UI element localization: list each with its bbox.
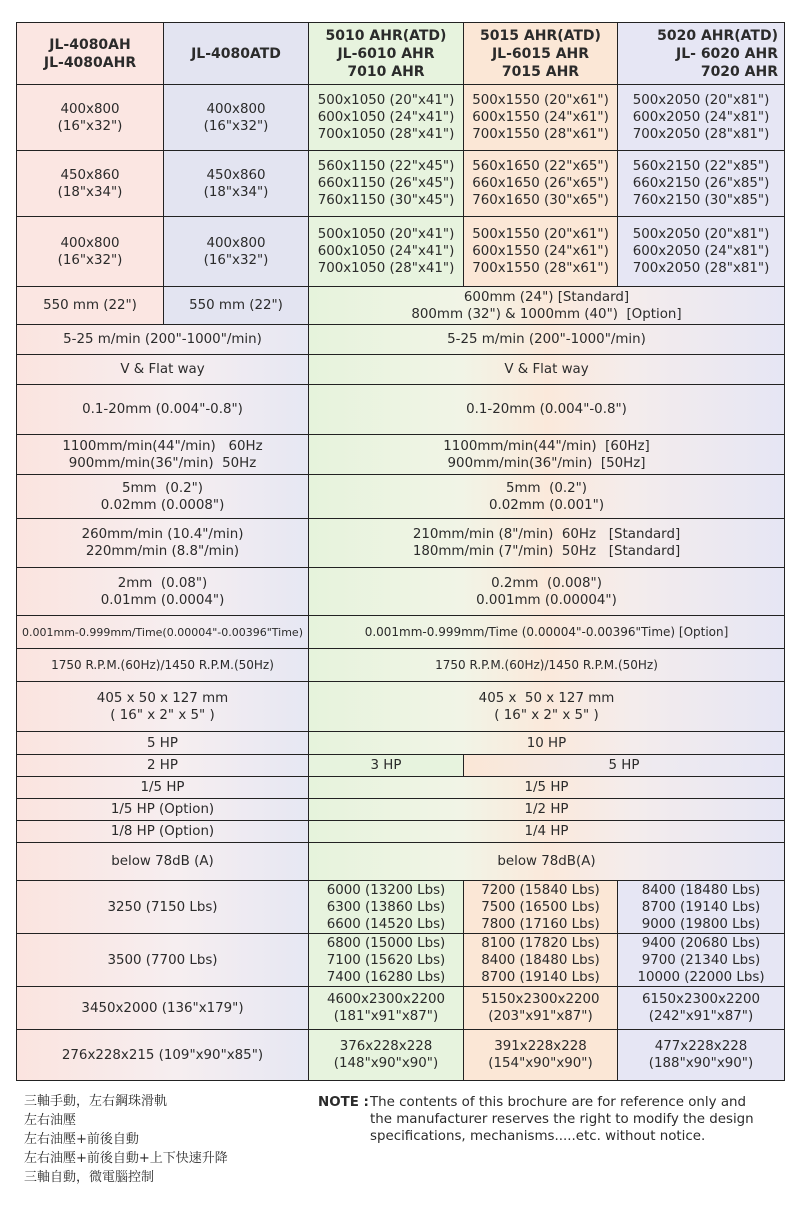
vertical_speed-big-line: 180mm/min (7"/min) 50Hz [Standard]: [412, 544, 681, 559]
handwheel_vertical-small: [16, 567, 309, 616]
hydraulic-motor-m10: [308, 754, 464, 777]
weight_b-m10-line: 7100 (15620 Lbs): [326, 952, 446, 968]
header-model-atd-line: JL-4080ATD: [191, 45, 281, 62]
max_ground-m20-line: 760x2150 (30"x85"): [632, 193, 770, 208]
header-model-5020-line: 5020 AHR(ATD): [657, 27, 778, 44]
table_speed-big-line: 5-25 m/min (200"-1000"/min): [447, 332, 646, 347]
floor_space-m20: [617, 986, 785, 1030]
table_a-m10-line: 700x1050 (28"x41"): [317, 127, 455, 142]
weight_b-m10-line: 6800 (15000 Lbs): [326, 935, 446, 951]
lube_motor-big-line: 1/4 HP: [524, 824, 569, 839]
spindle_speed-small-line: 1750 R.P.M.(60Hz)/1450 R.P.M.(50Hz): [51, 657, 274, 672]
height-atd-line: 550 mm (22"): [189, 298, 283, 313]
cross_feed-small-line: 0.1-20mm (0.004"-0.8"): [82, 402, 243, 417]
max_ground-m20-line: 660x2150 (26"x85"): [632, 176, 770, 191]
table_b-m10-line: 500x1050 (20"x41"): [317, 227, 455, 242]
wheel_size-big: [308, 681, 785, 732]
max_ground-m10-line: 660x1150 (26"x45"): [317, 176, 455, 191]
header-model-5015-line: JL-6015 AHR: [491, 45, 590, 62]
height-big-line: 800mm (32") & 1000mm (40") [Option]: [411, 306, 682, 322]
hydraulic-motor-big-line: 5 HP: [608, 758, 640, 773]
max_ground-ah: [16, 150, 164, 217]
packing-m20-line: 477x228x228: [654, 1039, 748, 1054]
max_ground-atd: [163, 150, 309, 217]
weight_a-m20: [617, 880, 785, 934]
table_a-m15: [463, 84, 618, 151]
cross_feed-big-line: 0.1-20mm (0.004"-0.8"): [466, 402, 627, 417]
weight_a-m15-line: 7200 (15840 Lbs): [481, 882, 600, 898]
wheel_size-small-line: ( 16" x 2" x 5" ): [110, 707, 215, 723]
elevating_motor-small: [16, 776, 309, 799]
weight_a-small-line: 3250 (7150 Lbs): [107, 899, 218, 915]
model-note: 左右油壓: [24, 1113, 77, 1128]
header-model-5020-line: 7020 AHR: [700, 63, 778, 80]
max_ground-m15-line: 760x1650 (30"x65"): [472, 193, 609, 208]
weight_b-m15-line: 8100 (17820 Lbs): [481, 935, 600, 951]
weight_b-small: [16, 933, 309, 987]
table_b-ah-line: 400x800: [60, 235, 120, 251]
table_b-m10-line: 700x1050 (28"x41"): [317, 261, 455, 276]
weight_a-m15-line: 7500 (16500 Lbs): [481, 899, 600, 915]
header-model-atd: [163, 22, 309, 85]
table_speed-small-line: 5-25 m/min (200"-1000"/min): [63, 332, 262, 347]
max_ground-m10: [308, 150, 464, 217]
way-small: [16, 354, 309, 385]
table_a-atd-line: (16"x32"): [203, 118, 269, 134]
cross_speed-big: [308, 434, 785, 475]
packing-m15: [463, 1029, 618, 1081]
max_ground-atd-line: (18"x34"): [203, 184, 269, 200]
cross_speed-small: [16, 434, 309, 475]
max_ground-ah-line: 450x860: [60, 167, 120, 183]
height-big-line: 600mm (24") [Standard]: [463, 289, 630, 305]
weight_a-m15: [463, 880, 618, 934]
floor_space-m15-line: (203"x91"x87"): [488, 1009, 593, 1024]
floor_space-m20-line: 6150x2300x2200: [641, 992, 761, 1007]
height-big: [308, 286, 785, 325]
max_ground-m10-line: 760x1150 (30"x45"): [317, 193, 455, 208]
note-line: the manufacturer reserves the right to modify the design: [370, 1112, 754, 1127]
spindle_motor-small: [16, 731, 309, 755]
noise-small-line: below 78dB (A): [111, 854, 214, 869]
packing-m20-line: (188"x90"x90"): [648, 1056, 754, 1071]
spindle_speed-small: [16, 648, 309, 682]
model-note: 左右油壓+前後自動: [24, 1132, 139, 1147]
header-model-5015: [463, 22, 618, 85]
weight_b-m20-line: 9400 (20680 Lbs): [641, 935, 761, 951]
model-notes: [24, 1092, 304, 1187]
max_ground-m15-line: 660x1650 (26"x65"): [472, 176, 609, 191]
weight_b-m15-line: 8400 (18480 Lbs): [481, 952, 600, 968]
floor_space-m15-line: 5150x2300x2200: [481, 992, 600, 1007]
way-big: [308, 354, 785, 385]
hydraulic-motor-small-line: 2 HP: [147, 758, 178, 773]
vertical_speed-big: [308, 518, 785, 568]
weight_a-m20-line: 9000 (19800 Lbs): [641, 916, 761, 932]
header-model-5010-line: JL-6010 AHR: [337, 45, 435, 62]
weight_b-m20-line: 9700 (21340 Lbs): [641, 952, 761, 968]
model-note: 三軸自動，微電腦控制: [24, 1170, 155, 1185]
handwheel_cross-big: [308, 474, 785, 519]
weight_a-m10-line: 6600 (14520 Lbs): [326, 916, 446, 932]
handwheel_vertical-small-line: 0.01mm (0.0004"): [100, 592, 225, 608]
table_a-ah-line: 400x800: [60, 101, 120, 117]
max_ground-atd-line: 450x860: [206, 167, 266, 183]
auto_down-big: [308, 615, 785, 649]
header-model-ah: [16, 22, 164, 85]
table_b-atd-line: (16"x32"): [203, 252, 269, 268]
table_a-ah: [16, 84, 164, 151]
header-model-5015-line: 7015 AHR: [501, 63, 580, 80]
weight_b-small-line: 3500 (7700 Lbs): [107, 952, 218, 968]
table_a-m20: [617, 84, 785, 151]
lube_motor-small-line: 1/8 HP (Option): [110, 824, 215, 839]
auto_down-small-line: 0.001mm-0.999mm/Time(0.00004"-0.00396"Time): [21, 625, 303, 639]
handwheel_vertical-big: [308, 567, 785, 616]
max_ground-m15: [463, 150, 618, 217]
packing-m10-line: (148"x90"x90"): [333, 1056, 439, 1071]
table_b-atd: [163, 216, 309, 287]
table_a-m20-line: 700x2050 (28"x81"): [632, 127, 770, 142]
packing-m10: [308, 1029, 464, 1081]
weight_b-m15: [463, 933, 618, 987]
cross_speed-big-line: 1100mm/min(44"/min) [60Hz]: [443, 438, 650, 454]
noise-big-line: below 78dB(A): [497, 854, 596, 869]
table_a-m15-line: 700x1550 (28"x61"): [472, 127, 609, 142]
max_ground-m20: [617, 150, 785, 217]
table_b-m10-line: 600x1050 (24"x41"): [317, 244, 455, 259]
handwheel_cross-big-line: 0.02mm (0.001"): [488, 497, 605, 513]
table_b-m15-line: 500x1550 (20"x61"): [472, 227, 609, 242]
floor_space-m10-line: (181"x91"x87"): [333, 1009, 439, 1024]
max_ground-m20-line: 560x2150 (22"x85"): [632, 159, 770, 174]
floor_space-m10: [308, 986, 464, 1030]
table_a-m10-line: 500x1050 (20"x41"): [317, 93, 455, 108]
header-model-ah-line: JL-4080AHR: [43, 54, 137, 71]
floor_space-small: [16, 986, 309, 1030]
weight_b-m10-line: 7400 (16280 Lbs): [326, 969, 446, 985]
table_b-m20-line: 600x2050 (24"x81"): [632, 244, 770, 259]
table_a-m10-line: 600x1050 (24"x41"): [317, 110, 455, 125]
handwheel_cross-small-line: 0.02mm (0.0008"): [100, 497, 225, 513]
hydraulic-motor-big: [463, 754, 785, 777]
model-note: 左右油壓+前後自動+上下快速升降: [24, 1151, 228, 1166]
height-ah-line: 550 mm (22"): [43, 298, 137, 313]
table_a-m15-line: 600x1550 (24"x61"): [472, 110, 609, 125]
weight_b-m15-line: 8700 (19140 Lbs): [481, 969, 600, 985]
table_b-m10: [308, 216, 464, 287]
table_a-ah-line: (16"x32"): [57, 118, 123, 134]
height-atd: [163, 286, 309, 325]
table_speed-small: [16, 324, 309, 355]
wheel_size-big-line: 405 x 50 x 127 mm: [478, 690, 615, 706]
packing-small: [16, 1029, 309, 1081]
floor_space-m20-line: (242"x91"x87"): [648, 1009, 754, 1024]
cross_speed-big-line: 900mm/min(36"/min) [50Hz]: [447, 455, 646, 471]
noise-big: [308, 842, 785, 881]
handwheel_cross-small-line: 5mm (0.2"): [121, 480, 204, 496]
elevating_motor-big: [308, 776, 785, 799]
floor_space-m10-line: 4600x2300x2200: [326, 992, 446, 1007]
vertical_speed-big-line: 210mm/min (8"/min) 60Hz [Standard]: [412, 527, 681, 542]
header-model-5010-line: 7010 AHR: [347, 63, 425, 80]
spindle_motor-big-line: 10 HP: [526, 735, 567, 751]
table_a-m20-line: 600x2050 (24"x81"): [632, 110, 770, 125]
hydraulic-motor-small: [16, 754, 309, 777]
weight_a-m10-line: 6300 (13860 Lbs): [326, 899, 446, 915]
header-model-5015-line: 5015 AHR(ATD): [480, 27, 601, 44]
handwheel_cross-small: [16, 474, 309, 519]
table_b-atd-line: 400x800: [206, 235, 266, 251]
note-line: The contents of this brochure are for reference only and: [370, 1095, 747, 1110]
weight_b-m20: [617, 933, 785, 987]
packing-m15-line: 391x228x228: [494, 1039, 587, 1054]
table_a-atd-line: 400x800: [206, 101, 266, 117]
table_b-ah: [16, 216, 164, 287]
max_ground-m15-line: 560x1650 (22"x65"): [472, 159, 609, 174]
max_ground-m10-line: 560x1150 (22"x45"): [317, 159, 455, 174]
vertical_speed-small: [16, 518, 309, 568]
table_a-m15-line: 500x1550 (20"x61"): [472, 93, 609, 108]
table_b-m15-line: 600x1550 (24"x61"): [472, 244, 609, 259]
packing-m15-line: (154"x90"x90"): [488, 1056, 593, 1071]
vertical_speed-small-line: 260mm/min (10.4"/min): [81, 527, 244, 542]
cross_feed-big: [308, 384, 785, 435]
coolant_motor-big: [308, 798, 785, 821]
table_a-m20-line: 500x2050 (20"x81"): [632, 93, 770, 108]
weight_a-small: [16, 880, 309, 934]
header-model-5010-line: 5010 AHR(ATD): [325, 27, 447, 44]
spec-table: [16, 22, 784, 1080]
weight_a-m10: [308, 880, 464, 934]
handwheel_vertical-big-line: 0.001mm (0.00004"): [476, 592, 617, 608]
floor_space-small-line: 3450x2000 (136"x179"): [81, 1000, 244, 1016]
coolant_motor-small: [16, 798, 309, 821]
table_speed-big: [308, 324, 785, 355]
table_b-ah-line: (16"x32"): [57, 252, 123, 268]
spindle_speed-big: [308, 648, 785, 682]
floor_space-m15: [463, 986, 618, 1030]
vertical_speed-small-line: 220mm/min (8.8"/min): [85, 544, 240, 559]
model-note: 三軸手動，左右鋼珠滑軌: [24, 1094, 168, 1109]
wheel_size-small: [16, 681, 309, 732]
cross_speed-small-line: 900mm/min(36"/min) 50Hz: [68, 455, 257, 471]
weight_b-m10: [308, 933, 464, 987]
weight_a-m15-line: 7800 (17160 Lbs): [481, 916, 600, 932]
noise-small: [16, 842, 309, 881]
coolant_motor-small-line: 1/5 HP (Option): [110, 802, 215, 817]
header-model-5020-line: JL- 6020 AHR: [676, 45, 778, 62]
note-label: NOTE :: [318, 1095, 369, 1110]
header-model-5020: [617, 22, 785, 85]
height-ah: [16, 286, 164, 325]
table_b-m15-line: 700x1550 (28"x61"): [472, 261, 609, 276]
table_a-atd: [163, 84, 309, 151]
weight_a-m20-line: 8700 (19140 Lbs): [641, 899, 761, 915]
weight_a-m10-line: 6000 (13200 Lbs): [326, 882, 446, 898]
hydraulic-motor-m10-line: 3 HP: [370, 758, 402, 773]
lube_motor-big: [308, 820, 785, 843]
max_ground-ah-line: (18"x34"): [57, 184, 123, 200]
cross_feed-small: [16, 384, 309, 435]
spindle_speed-big-line: 1750 R.P.M.(60Hz)/1450 R.P.M.(50Hz): [435, 657, 658, 672]
header-model-ah-line: JL-4080AH: [49, 36, 131, 53]
way-big-line: V & Flat way: [504, 362, 589, 377]
table_b-m20-line: 500x2050 (20"x81"): [632, 227, 770, 242]
handwheel_cross-big-line: 5mm (0.2"): [505, 480, 588, 496]
cross_speed-small-line: 1100mm/min(44"/min) 60Hz: [62, 438, 263, 454]
note-line: specifications, mechanisms.....etc. without notice.: [370, 1129, 706, 1144]
wheel_size-small-line: 405 x 50 x 127 mm: [96, 690, 229, 706]
auto_down-small: [16, 615, 309, 649]
auto_down-big-line: 0.001mm-0.999mm/Time (0.00004"-0.00396"Time) [Option]: [364, 624, 729, 639]
packing-m20: [617, 1029, 785, 1081]
elevating_motor-small-line: 1/5 HP: [140, 780, 185, 795]
handwheel_vertical-small-line: 2mm (0.08"): [117, 575, 208, 591]
wheel_size-big-line: ( 16" x 2" x 5" ): [494, 707, 599, 723]
handwheel_vertical-big-line: 0.2mm (0.008"): [491, 575, 602, 591]
table_b-m15: [463, 216, 618, 287]
elevating_motor-big-line: 1/5 HP: [524, 780, 569, 795]
coolant_motor-big-line: 1/2 HP: [524, 802, 569, 817]
header-model-5010: [308, 22, 464, 85]
note-text: [370, 1094, 788, 1145]
spindle_motor-big: [308, 731, 785, 755]
weight_a-m20-line: 8400 (18480 Lbs): [641, 882, 761, 898]
table_a-m10: [308, 84, 464, 151]
lube_motor-small: [16, 820, 309, 843]
weight_b-m20-line: 10000 (22000 Lbs): [637, 969, 765, 985]
table_b-m20: [617, 216, 785, 287]
table_b-m20-line: 700x2050 (28"x81"): [632, 261, 770, 276]
packing-m10-line: 376x228x228: [339, 1039, 433, 1054]
way-small-line: V & Flat way: [120, 362, 205, 377]
spindle_motor-small-line: 5 HP: [147, 735, 178, 751]
packing-small-line: 276x228x215 (109"x90"x85"): [61, 1047, 264, 1063]
